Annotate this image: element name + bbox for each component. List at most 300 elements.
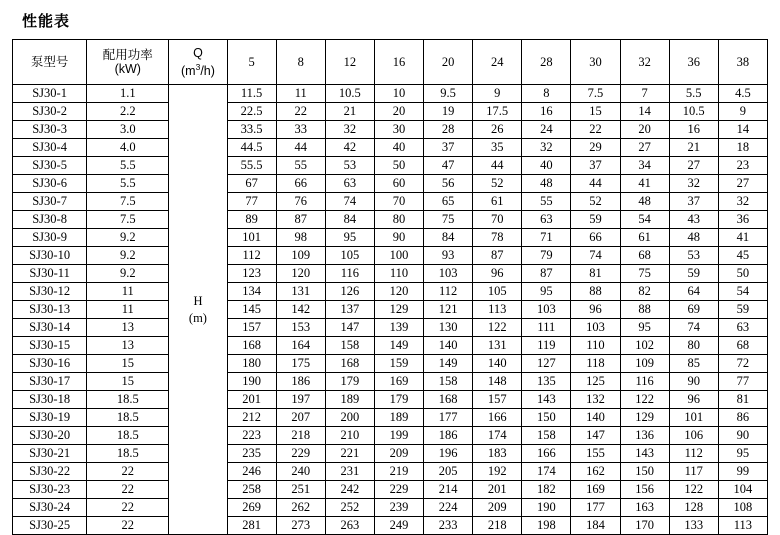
cell-head-4: 103: [424, 265, 473, 283]
cell-head-6: 127: [522, 355, 571, 373]
cell-head-8: 143: [620, 445, 669, 463]
cell-power: 9.2: [87, 229, 169, 247]
cell-head-0: 134: [227, 283, 276, 301]
cell-head-2: 147: [325, 319, 374, 337]
cell-head-8: 122: [620, 391, 669, 409]
cell-head-5: 9: [473, 85, 522, 103]
cell-head-6: 32: [522, 139, 571, 157]
table-row: [13, 355, 768, 373]
cell-head-6: 24: [522, 121, 571, 139]
cell-head-10: 27: [718, 175, 767, 193]
cell-head-4: 158: [424, 373, 473, 391]
cell-head-5: 209: [473, 499, 522, 517]
cell-model: SJ30-25: [13, 517, 87, 535]
cell-head-10: 41: [718, 229, 767, 247]
cell-head-9: 122: [669, 481, 718, 499]
cell-head-8: 34: [620, 157, 669, 175]
cell-head-9: 5.5: [669, 85, 718, 103]
cell-head-6: 87: [522, 265, 571, 283]
table-row: [13, 427, 768, 445]
cell-head-10: 32: [718, 193, 767, 211]
cell-model: SJ30-8: [13, 211, 87, 229]
cell-model: SJ30-12: [13, 283, 87, 301]
table-row: [13, 211, 768, 229]
cell-head-4: 214: [424, 481, 473, 499]
cell-head-6: 135: [522, 373, 571, 391]
cell-model: SJ30-23: [13, 481, 87, 499]
cell-head-1: 164: [276, 337, 325, 355]
cell-head-3: 219: [374, 463, 423, 481]
cell-head-2: 158: [325, 337, 374, 355]
cell-head-4: 47: [424, 157, 473, 175]
cell-head-7: 96: [571, 301, 620, 319]
cell-power: 9.2: [87, 247, 169, 265]
cell-head-7: 132: [571, 391, 620, 409]
cell-head-10: 18: [718, 139, 767, 157]
cell-head-7: 22: [571, 121, 620, 139]
cell-head-8: 27: [620, 139, 669, 157]
cell-head-6: 150: [522, 409, 571, 427]
cell-head-2: 179: [325, 373, 374, 391]
cell-power: 22: [87, 499, 169, 517]
cell-head-0: 145: [227, 301, 276, 319]
cell-head-1: 109: [276, 247, 325, 265]
cell-head-0: 246: [227, 463, 276, 481]
cell-head-4: 186: [424, 427, 473, 445]
header-model: 泵型号: [13, 40, 87, 85]
cell-model: SJ30-24: [13, 499, 87, 517]
cell-head-10: 104: [718, 481, 767, 499]
cell-head-0: 89: [227, 211, 276, 229]
cell-head-1: 142: [276, 301, 325, 319]
cell-head-8: 95: [620, 319, 669, 337]
cell-head-6: 174: [522, 463, 571, 481]
cell-head-2: 221: [325, 445, 374, 463]
cell-head-1: 120: [276, 265, 325, 283]
header-flow-value-10: 38: [718, 40, 767, 85]
cell-head-5: 157: [473, 391, 522, 409]
cell-head-2: 105: [325, 247, 374, 265]
cell-head-0: 212: [227, 409, 276, 427]
cell-head-9: 21: [669, 139, 718, 157]
cell-head-1: 98: [276, 229, 325, 247]
header-flow-value-6: 28: [522, 40, 571, 85]
cell-power: 4.0: [87, 139, 169, 157]
cell-head-5: 61: [473, 193, 522, 211]
cell-head-2: 210: [325, 427, 374, 445]
table-row: [13, 265, 768, 283]
cell-head-1: 273: [276, 517, 325, 535]
cell-power: 18.5: [87, 427, 169, 445]
cell-head-6: 158: [522, 427, 571, 445]
cell-head-8: 14: [620, 103, 669, 121]
cell-head-4: 233: [424, 517, 473, 535]
cell-head-2: 116: [325, 265, 374, 283]
cell-head-2: 231: [325, 463, 374, 481]
header-flow-value-9: 36: [669, 40, 718, 85]
table-row: [13, 175, 768, 193]
cell-head-9: 85: [669, 355, 718, 373]
cell-head-2: 189: [325, 391, 374, 409]
cell-head-4: 112: [424, 283, 473, 301]
cell-head-0: 33.5: [227, 121, 276, 139]
cell-head-7: 140: [571, 409, 620, 427]
cell-head-8: 156: [620, 481, 669, 499]
cell-head-3: 30: [374, 121, 423, 139]
cell-head-3: 229: [374, 481, 423, 499]
cell-head-1: 207: [276, 409, 325, 427]
cell-head-10: 99: [718, 463, 767, 481]
cell-head-6: 71: [522, 229, 571, 247]
cell-head-4: 196: [424, 445, 473, 463]
cell-head-0: 235: [227, 445, 276, 463]
header-flow-value-2: 12: [325, 40, 374, 85]
cell-head-8: 61: [620, 229, 669, 247]
cell-head-8: 102: [620, 337, 669, 355]
cell-head-9: 90: [669, 373, 718, 391]
cell-head-0: 44.5: [227, 139, 276, 157]
cell-head-6: 103: [522, 301, 571, 319]
cell-head-10: 45: [718, 247, 767, 265]
cell-model: SJ30-6: [13, 175, 87, 193]
cell-head-4: 205: [424, 463, 473, 481]
cell-head-5: 26: [473, 121, 522, 139]
cell-head-8: 163: [620, 499, 669, 517]
cell-head-9: 53: [669, 247, 718, 265]
table-row: [13, 481, 768, 499]
cell-head-8: 129: [620, 409, 669, 427]
cell-head-10: 14: [718, 121, 767, 139]
cell-head-4: 121: [424, 301, 473, 319]
cell-head-0: 190: [227, 373, 276, 391]
cell-head-8: 54: [620, 211, 669, 229]
cell-head-8: 88: [620, 301, 669, 319]
cell-head-10: 54: [718, 283, 767, 301]
cell-head-8: 68: [620, 247, 669, 265]
cell-model: SJ30-13: [13, 301, 87, 319]
cell-head-0: 258: [227, 481, 276, 499]
cell-head-2: 242: [325, 481, 374, 499]
cell-head-6: 190: [522, 499, 571, 517]
cell-head-10: 90: [718, 427, 767, 445]
cell-power: 3.0: [87, 121, 169, 139]
cell-head-4: 93: [424, 247, 473, 265]
cell-head-7: 7.5: [571, 85, 620, 103]
cell-power: 22: [87, 463, 169, 481]
cell-head-9: 96: [669, 391, 718, 409]
cell-head-10: 77: [718, 373, 767, 391]
cell-head-0: 223: [227, 427, 276, 445]
cell-head-6: 119: [522, 337, 571, 355]
cell-model: SJ30-14: [13, 319, 87, 337]
cell-head-9: 43: [669, 211, 718, 229]
cell-head-3: 90: [374, 229, 423, 247]
cell-head-10: 72: [718, 355, 767, 373]
cell-head-4: 37: [424, 139, 473, 157]
cell-head-6: 198: [522, 517, 571, 535]
cell-head-5: 78: [473, 229, 522, 247]
cell-head-10: 68: [718, 337, 767, 355]
cell-head-6: 166: [522, 445, 571, 463]
cell-power: 2.2: [87, 103, 169, 121]
cell-head-9: 10.5: [669, 103, 718, 121]
cell-head-9: 69: [669, 301, 718, 319]
cell-power: 5.5: [87, 175, 169, 193]
cell-head-10: 9: [718, 103, 767, 121]
table-row: [13, 139, 768, 157]
cell-head-1: 76: [276, 193, 325, 211]
header-flow-value-5: 24: [473, 40, 522, 85]
cell-power: 18.5: [87, 409, 169, 427]
cell-head-9: 16: [669, 121, 718, 139]
cell-power: 18.5: [87, 445, 169, 463]
cell-head-7: 103: [571, 319, 620, 337]
cell-head-6: 95: [522, 283, 571, 301]
cell-model: SJ30-11: [13, 265, 87, 283]
table-row: [13, 337, 768, 355]
cell-head-9: 106: [669, 427, 718, 445]
cell-model: SJ30-21: [13, 445, 87, 463]
cell-head-2: 53: [325, 157, 374, 175]
cell-head-4: 224: [424, 499, 473, 517]
table-row: [13, 301, 768, 319]
cell-head-8: 75: [620, 265, 669, 283]
table-row: [13, 445, 768, 463]
cell-head-9: 101: [669, 409, 718, 427]
cell-head-6: 182: [522, 481, 571, 499]
cell-head-1: 218: [276, 427, 325, 445]
cell-model: SJ30-4: [13, 139, 87, 157]
cell-head-0: 55.5: [227, 157, 276, 175]
cell-head-5: 166: [473, 409, 522, 427]
cell-head-10: 63: [718, 319, 767, 337]
cell-head-0: 168: [227, 337, 276, 355]
table-row: [13, 319, 768, 337]
cell-model: SJ30-10: [13, 247, 87, 265]
cell-head-4: 19: [424, 103, 473, 121]
cell-head-7: 88: [571, 283, 620, 301]
cell-head-5: 131: [473, 337, 522, 355]
cell-head-10: 36: [718, 211, 767, 229]
cell-head-5: 52: [473, 175, 522, 193]
cell-head-7: 169: [571, 481, 620, 499]
cell-head-3: 139: [374, 319, 423, 337]
cell-head-3: 179: [374, 391, 423, 409]
cell-head-5: 192: [473, 463, 522, 481]
cell-head-8: 20: [620, 121, 669, 139]
cell-head-0: 180: [227, 355, 276, 373]
cell-head-3: 20: [374, 103, 423, 121]
cell-head-3: 199: [374, 427, 423, 445]
cell-head-3: 189: [374, 409, 423, 427]
cell-head-9: 59: [669, 265, 718, 283]
cell-head-1: 22: [276, 103, 325, 121]
cell-head-5: 70: [473, 211, 522, 229]
table-row: [13, 193, 768, 211]
cell-head-1: 175: [276, 355, 325, 373]
cell-head-1: 66: [276, 175, 325, 193]
cell-head-10: 50: [718, 265, 767, 283]
cell-head-9: 64: [669, 283, 718, 301]
cell-head-0: 101: [227, 229, 276, 247]
cell-head-5: 35: [473, 139, 522, 157]
cell-head-9: 37: [669, 193, 718, 211]
cell-power: 15: [87, 355, 169, 373]
cell-head-9: 112: [669, 445, 718, 463]
table-row: [13, 121, 768, 139]
cell-power: 18.5: [87, 391, 169, 409]
cell-head-5: 148: [473, 373, 522, 391]
cell-head-5: 113: [473, 301, 522, 319]
table-header-row: [13, 40, 768, 85]
cell-head-3: 120: [374, 283, 423, 301]
cell-head-1: 153: [276, 319, 325, 337]
cell-head-10: 108: [718, 499, 767, 517]
cell-head-9: 128: [669, 499, 718, 517]
cell-head-10: 4.5: [718, 85, 767, 103]
cell-head-5: 201: [473, 481, 522, 499]
cell-head-2: 168: [325, 355, 374, 373]
cell-head-8: 48: [620, 193, 669, 211]
cell-power: 5.5: [87, 157, 169, 175]
cell-head-9: 48: [669, 229, 718, 247]
cell-head-3: 100: [374, 247, 423, 265]
cell-head-4: 75: [424, 211, 473, 229]
page-title: 性能表: [22, 13, 71, 30]
table-row: [13, 391, 768, 409]
cell-power: 9.2: [87, 265, 169, 283]
cell-power: 22: [87, 481, 169, 499]
cell-head-10: 59: [718, 301, 767, 319]
cell-head-1: 229: [276, 445, 325, 463]
cell-power: 15: [87, 373, 169, 391]
cell-head-4: 28: [424, 121, 473, 139]
header-flow-value-3: 16: [374, 40, 423, 85]
cell-model: SJ30-20: [13, 427, 87, 445]
cell-head-8: 82: [620, 283, 669, 301]
cell-model: SJ30-1: [13, 85, 87, 103]
cell-power: 7.5: [87, 193, 169, 211]
cell-head-8: 116: [620, 373, 669, 391]
cell-head-7: 177: [571, 499, 620, 517]
cell-head-7: 118: [571, 355, 620, 373]
cell-head-4: 84: [424, 229, 473, 247]
cell-head-6: 8: [522, 85, 571, 103]
cell-head-7: 37: [571, 157, 620, 175]
cell-head-8: 41: [620, 175, 669, 193]
cell-head-3: 50: [374, 157, 423, 175]
cell-model: SJ30-19: [13, 409, 87, 427]
cell-head-5: 44: [473, 157, 522, 175]
cell-head-6: 48: [522, 175, 571, 193]
cell-head-1: 87: [276, 211, 325, 229]
table-row: [13, 157, 768, 175]
cell-model: SJ30-17: [13, 373, 87, 391]
cell-head-7: 74: [571, 247, 620, 265]
cell-head-5: 87: [473, 247, 522, 265]
cell-model: SJ30-9: [13, 229, 87, 247]
cell-power: 22: [87, 517, 169, 535]
cell-head-6: 16: [522, 103, 571, 121]
cell-head-0: 269: [227, 499, 276, 517]
cell-head-5: 105: [473, 283, 522, 301]
cell-head-3: 209: [374, 445, 423, 463]
cell-head-0: 22.5: [227, 103, 276, 121]
cell-head-6: 79: [522, 247, 571, 265]
cell-head-9: 117: [669, 463, 718, 481]
cell-head-7: 66: [571, 229, 620, 247]
cell-head-5: 183: [473, 445, 522, 463]
cell-head-2: 42: [325, 139, 374, 157]
cell-head-9: 74: [669, 319, 718, 337]
cell-head-1: 55: [276, 157, 325, 175]
cell-head-7: 125: [571, 373, 620, 391]
cell-head-8: 170: [620, 517, 669, 535]
cell-head-5: 218: [473, 517, 522, 535]
cell-head-0: 157: [227, 319, 276, 337]
cell-power: 7.5: [87, 211, 169, 229]
cell-head-4: 56: [424, 175, 473, 193]
cell-head-0: 112: [227, 247, 276, 265]
cell-model: SJ30-18: [13, 391, 87, 409]
cell-model: SJ30-2: [13, 103, 87, 121]
cell-head-8: 7: [620, 85, 669, 103]
table-row: [13, 409, 768, 427]
header-head-unit: H (m): [169, 85, 227, 535]
cell-head-4: 130: [424, 319, 473, 337]
cell-model: SJ30-5: [13, 157, 87, 175]
cell-head-0: 281: [227, 517, 276, 535]
cell-head-4: 168: [424, 391, 473, 409]
cell-head-6: 40: [522, 157, 571, 175]
cell-head-0: 201: [227, 391, 276, 409]
cell-head-1: 44: [276, 139, 325, 157]
cell-head-1: 197: [276, 391, 325, 409]
table-row: [13, 499, 768, 517]
cell-head-2: 84: [325, 211, 374, 229]
cell-head-7: 29: [571, 139, 620, 157]
table-row: [13, 373, 768, 391]
cell-head-2: 252: [325, 499, 374, 517]
cell-power: 11: [87, 283, 169, 301]
cell-head-2: 126: [325, 283, 374, 301]
cell-head-1: 186: [276, 373, 325, 391]
cell-head-5: 122: [473, 319, 522, 337]
cell-model: SJ30-7: [13, 193, 87, 211]
cell-head-8: 136: [620, 427, 669, 445]
cell-model: SJ30-15: [13, 337, 87, 355]
cell-head-9: 80: [669, 337, 718, 355]
cell-head-7: 110: [571, 337, 620, 355]
cell-head-6: 63: [522, 211, 571, 229]
cell-head-10: 81: [718, 391, 767, 409]
cell-head-6: 111: [522, 319, 571, 337]
cell-head-10: 95: [718, 445, 767, 463]
cell-head-2: 21: [325, 103, 374, 121]
cell-head-7: 147: [571, 427, 620, 445]
cell-head-5: 96: [473, 265, 522, 283]
cell-head-4: 177: [424, 409, 473, 427]
cell-head-7: 81: [571, 265, 620, 283]
cell-head-3: 10: [374, 85, 423, 103]
table-row: [13, 229, 768, 247]
header-flow-value-8: 32: [620, 40, 669, 85]
header-flow-value-0: 5: [227, 40, 276, 85]
table-row: [13, 283, 768, 301]
cell-power: 13: [87, 319, 169, 337]
cell-head-1: 251: [276, 481, 325, 499]
header-power: 配用功率 (kW): [87, 40, 169, 85]
